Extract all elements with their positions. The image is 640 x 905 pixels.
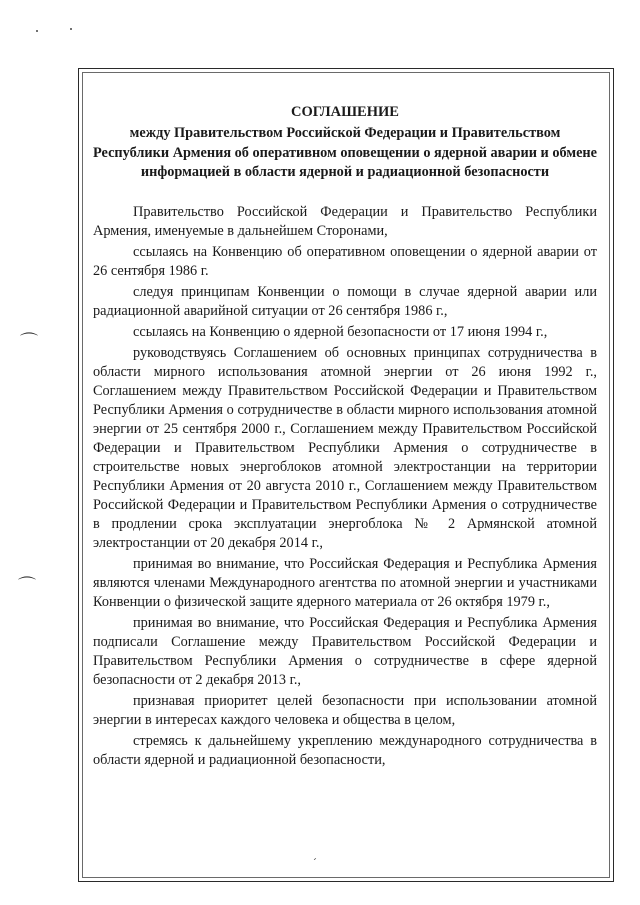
document-subtitle: между Правительством Российской Федерации и Правительством Республики Армения об оперативном оповещении о ядерной аварии и обмене информацией в области ядерной и радиационной безопасности (93, 125, 598, 180)
paragraph: принимая во внимание, что Российская Федерация и Республика Армения подписали Соглашение между Правительством Российской Федерации и Правительством Республики Армения о сотрудничестве в сфере ядерной безопасности от 2 декабря 2013 г., (93, 614, 597, 688)
document-body (93, 203, 597, 770)
document-content (93, 103, 597, 772)
scan-speck (36, 30, 38, 32)
paragraph: руководствуясь Соглашением об основных принципах сотрудничества в области мирного использования атомной энергии от 26 июня 1992 г., Соглашением между Правительством Российской Федерации и Правительством Республики Армения о сотрудничестве в области мирного использования атомной энергии от 25 сентября 2000 г., Соглашением между Правительством Российской Федерации и Правительством Республики Армения о сотрудничестве в строительстве новых энергоблоков атомной электростанции на территории Республики Армения от 20 августа 2010 г., Соглашением между Правительством Российской Федерации и Правительством Республики Армения о сотрудничестве в продлении срока эксплуатации энергоблока № 2 Армянской атомной электростанции от 20 декабря 2014 г., (93, 344, 597, 551)
bottom-scan-mark: ˊ (312, 858, 317, 869)
paragraph: принимая во внимание, что Российская Федерация и Республика Армения являются членами Международного агентства по атомной энергии и участниками Конвенции о физической защите ядерного материала от 26 октября 1979 г., (93, 555, 597, 610)
paragraph: признавая приоритет целей безопасности при использовании атомной энергии в интересах каждого человека и общества в целом, (93, 692, 597, 728)
paragraph: ссылаясь на Конвенцию о ядерной безопасности от 17 июня 1994 г., (133, 323, 548, 340)
paragraph: стремясь к дальнейшему укреплению международного сотрудничества в области ядерной и радиационной безопасности, (93, 732, 597, 768)
document-title: СОГЛАШЕНИЕ (291, 104, 399, 120)
paragraph: Правительство Российской Федерации и Правительство Республики Армения, именуемые в дальнейшем Сторонами, (93, 203, 597, 239)
margin-mark: ⌒ (18, 576, 36, 597)
paragraph: следуя принципам Конвенции о помощи в случае ядерной аварии или радиационной аварийной ситуации от 26 сентября 1986 г., (93, 283, 597, 319)
paragraph: ссылаясь на Конвенцию об оперативном оповещении о ядерной аварии от 26 сентября 1986 г. (93, 243, 597, 279)
margin-mark: ⌒ (20, 332, 38, 353)
scan-speck (70, 28, 72, 30)
